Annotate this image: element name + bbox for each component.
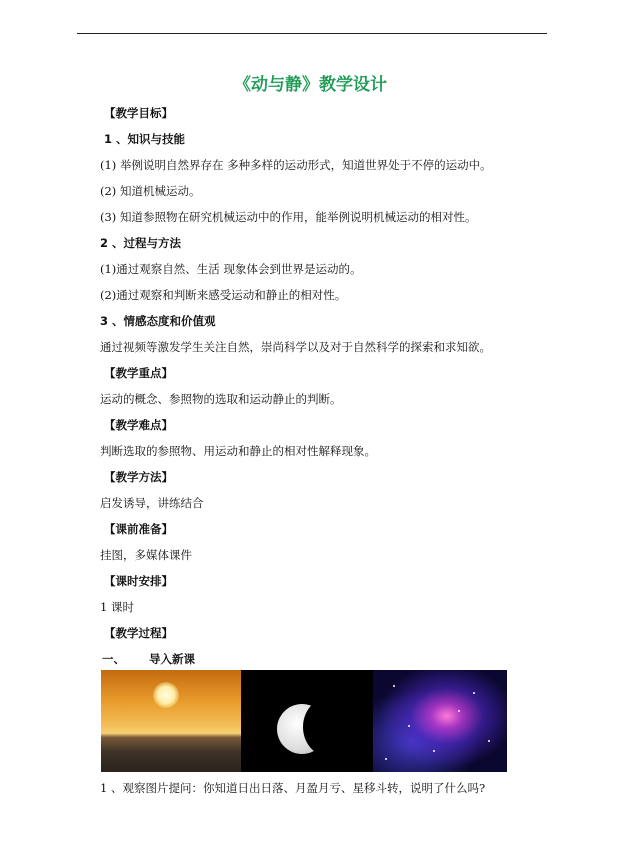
moon-phase-photo xyxy=(241,670,373,772)
section-intro-new-lesson: 一、 导入新课 xyxy=(102,652,196,666)
header-rule xyxy=(77,33,547,34)
photo-strip xyxy=(101,670,507,772)
starry-sky-photo xyxy=(373,670,507,772)
star xyxy=(458,710,460,712)
attitude-text: 通过视频等激发学生关注自然，崇尚科学以及对于自然科学的探索和求知欲。 xyxy=(100,340,491,354)
objective-item-3: (3) 知道参照物在研究机械运动中的作用，能举例说明机械运动的相对性。 xyxy=(100,210,477,224)
section-attitude-values: 3 、情感态度和价值观 xyxy=(100,314,216,328)
objective-item-1: (1) 举例说明自然界存在 多种多样的运动形式，知道世界处于不停的运动中。 xyxy=(100,158,492,172)
key-points-heading: 【教学重点】 xyxy=(104,366,173,380)
methods-text: 启发诱导，讲练结合 xyxy=(100,496,204,510)
process-item-2: (2)通过观察和判断来感受运动和静止的相对性。 xyxy=(100,288,347,302)
moon-shadow xyxy=(303,698,353,756)
section-knowledge-skills: 1 、知识与技能 xyxy=(104,132,186,146)
sunset-photo xyxy=(101,670,241,772)
observe-question: 1 、观察图片提问：你知道日出日落、月盈月亏、星移斗转，说明了什么吗? xyxy=(100,781,486,795)
schedule-heading: 【课时安排】 xyxy=(104,574,173,588)
star xyxy=(473,692,475,694)
process-item-1: (1)通过观察自然、生活 现象体会到世界是运动的。 xyxy=(100,262,362,276)
star xyxy=(433,750,435,752)
section-process-methods: 2 、过程与方法 xyxy=(100,236,182,250)
document-title: 《动与静》教学设计 xyxy=(234,75,387,95)
objectives-heading: 【教学目标】 xyxy=(104,106,173,120)
methods-heading: 【教学方法】 xyxy=(104,470,173,484)
objective-item-2: (2) 知道机械运动。 xyxy=(100,184,201,198)
sun-icon xyxy=(153,682,179,708)
star xyxy=(385,758,387,760)
schedule-text: 1 课时 xyxy=(100,600,134,614)
process-heading: 【教学过程】 xyxy=(104,626,173,640)
difficulties-heading: 【教学难点】 xyxy=(104,418,173,432)
star xyxy=(408,725,410,727)
preparation-text: 挂图，多媒体课件 xyxy=(100,548,192,562)
preparation-heading: 【课前准备】 xyxy=(104,522,173,536)
star xyxy=(488,740,490,742)
star xyxy=(393,685,395,687)
difficulties-text: 判断选取的参照物、用运动和静止的相对性解释现象。 xyxy=(100,444,376,458)
key-points-text: 运动的概念、参照物的选取和运动静止的判断。 xyxy=(100,392,342,406)
